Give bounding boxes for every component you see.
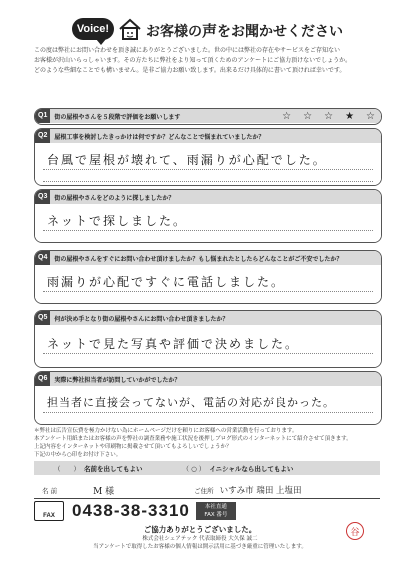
fax-row <box>34 500 380 522</box>
rule-line <box>43 353 373 354</box>
star-icon[interactable]: ☆ <box>366 110 375 122</box>
star-icon[interactable]: ☆ <box>324 110 334 122</box>
question-text: 何が決め手となり街の屋根やさんにお問い合わせ頂きましたか？ <box>54 315 229 323</box>
question-number: Q1 <box>35 109 50 123</box>
rule-line <box>43 291 373 292</box>
footer-notes: ＊弊社は広告宣伝費を極力かけない為にホームページだけを頼りにお客様への営業活動を行っております。 本アンケート用紙またはお客様の声を弊社の調査業務や施工状況を後押しブログ形式のインターネットにて紹介させて頂きます。 上記内容をインターネットや印刷物に掲載させて頂いてもよろしいでしょうか？ 下記の中から○印をお付け下さい。 <box>34 428 352 458</box>
question-block-q5 <box>34 310 382 368</box>
address-label: ご住所 <box>194 486 214 495</box>
question-header <box>35 190 381 204</box>
question-block-q6 <box>34 371 382 425</box>
answer-area[interactable] <box>35 325 381 367</box>
question-number: Q5 <box>35 311 50 325</box>
fax-tag: 本社直通 FAX 番号 <box>196 502 236 520</box>
name-value[interactable]: M 様 <box>93 486 115 497</box>
page-title: お客様の声をお聞かせください <box>146 22 344 40</box>
voice-badge: Voice! <box>72 18 114 40</box>
answer-text: ネットで探しました。 <box>47 214 188 228</box>
star-icon[interactable]: ☆ <box>303 110 313 122</box>
intro-text: この度は弊社にお問い合わせを頂き誠にありがとうございました。世の中には弊社の存在やサービスをご存知ない お客様が沢山いらっしゃいます。その方たちに弊社をより知って頂くためのアンケートにご協力頂けないでしょうか。 どのような些細なことでも構いません。是非ご協力お願い致します。出来るだけ具体的に書いて頂ければ幸いです。 <box>34 47 352 74</box>
star-icon-selected[interactable]: ★ <box>345 110 355 122</box>
question-block-q3 <box>34 189 382 243</box>
fax-icon: FAX <box>34 501 64 521</box>
answer-text: 台風で屋根が壊れて、雨漏りが心配でした。 <box>47 153 327 167</box>
question-text: 実際に弊社担当者が訪問していかがでしたか？ <box>54 376 181 384</box>
question-text: 屋根工事を検討したきっかけは何ですか？どんなことで悩まれていましたか？ <box>54 133 265 141</box>
rule-line <box>43 181 373 182</box>
question-text: 街の屋根やさんを５段階で評価をお願いします <box>54 113 181 121</box>
answer-area[interactable] <box>35 265 381 303</box>
star-icon[interactable]: ☆ <box>282 110 292 122</box>
answer-text: ネットで見た写真や評価で決めました。 <box>47 337 300 351</box>
question-number: Q3 <box>35 190 50 204</box>
question-number: Q4 <box>35 251 50 265</box>
publish-choice-row <box>34 461 380 475</box>
answer-area[interactable] <box>35 204 381 242</box>
seal-stamp: 谷 <box>346 522 364 540</box>
question-block-q2 <box>34 128 382 186</box>
answer-area[interactable] <box>35 143 381 185</box>
customer-info-row <box>34 482 380 499</box>
question-number: Q6 <box>35 372 50 386</box>
rule-line <box>43 412 373 413</box>
question-text: 街の屋根やさんをすぐにお問い合わせ頂けましたか？もし悩まれたとしたらどんなことがご不安でしたか？ <box>54 255 343 263</box>
house-icon <box>118 18 142 40</box>
rating-stars <box>282 109 375 123</box>
question-block-q1 <box>34 108 382 125</box>
question-text: 街の屋根やさんをどのように探しましたか？ <box>54 194 175 202</box>
header <box>0 8 400 48</box>
rule-line <box>43 169 373 170</box>
question-block-q4 <box>34 250 382 304</box>
address-value[interactable]: いすみ市 瑞田 上塩田 <box>219 486 302 496</box>
name-label: 名 前 <box>42 486 58 495</box>
fax-number: 0438-38-3310 <box>72 501 190 520</box>
rule-line <box>43 230 373 231</box>
choice-name-mark[interactable]: （ ） <box>54 464 80 473</box>
question-header <box>35 251 381 265</box>
thanks-text: ご協力ありがとうございました。 <box>143 525 257 534</box>
answer-text: 担当者に直接会ってないが、電話の対応が良かった。 <box>47 396 335 409</box>
answer-text: 雨漏りが心配ですぐに電話しました。 <box>47 275 286 289</box>
question-header <box>35 372 381 386</box>
question-header <box>35 129 381 143</box>
answer-area[interactable] <box>35 386 381 424</box>
choice-initial-label: イニシャルなら出してもよい <box>209 464 294 473</box>
question-header <box>35 109 381 123</box>
choice-initial-mark[interactable]: （ ○ ） <box>182 464 206 473</box>
question-header <box>35 311 381 325</box>
company-info: 株式会社シェアテック 代表取締役 大久保 誠二 当アンケートで取得したお客様の個人情報は開示活用に基づき厳重に管理いたします。 <box>93 536 307 550</box>
question-number: Q2 <box>35 129 50 143</box>
choice-name-label: 名前を出してもよい <box>84 464 143 473</box>
